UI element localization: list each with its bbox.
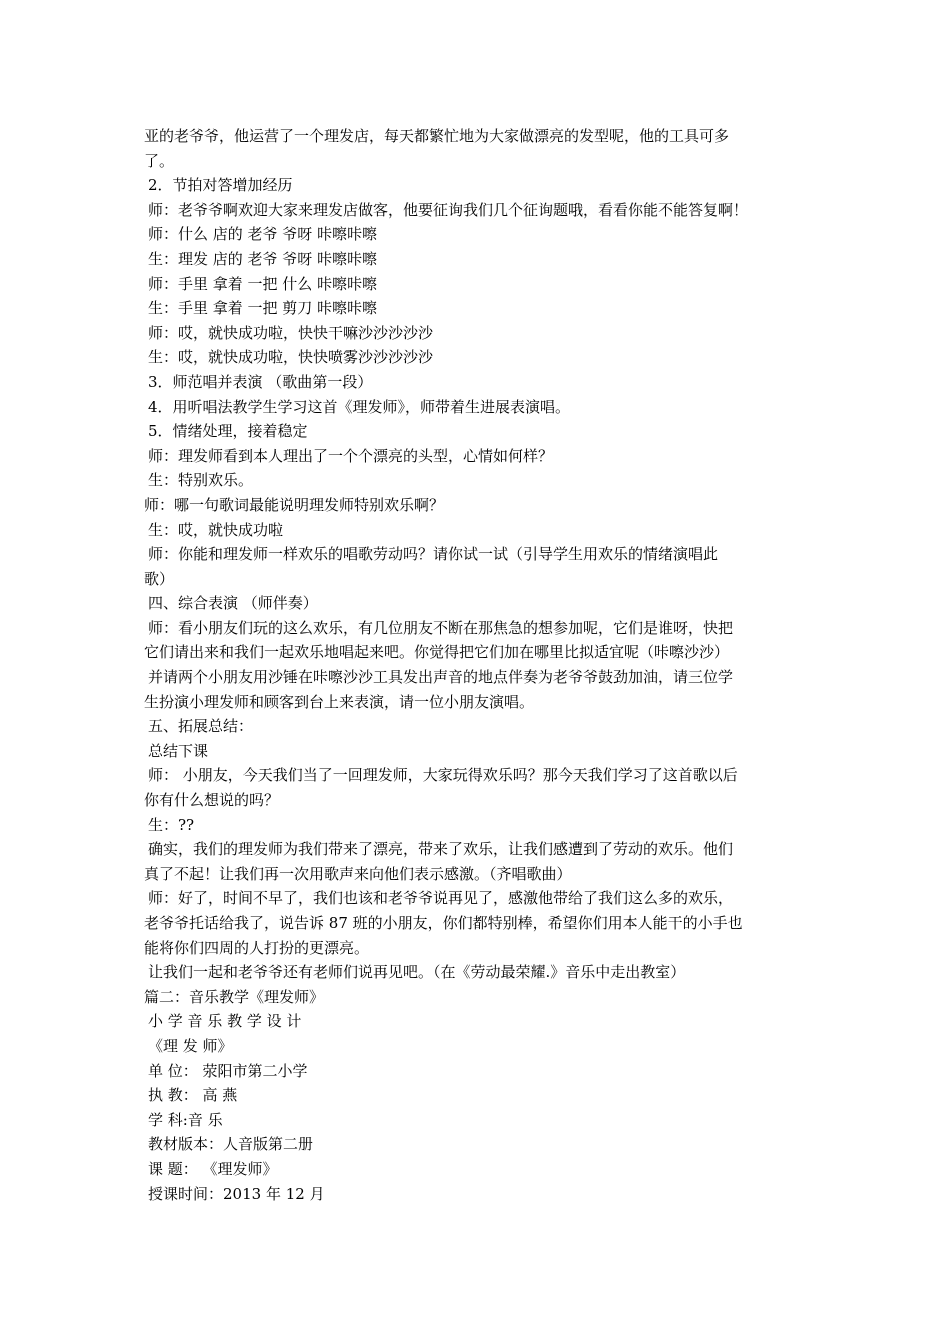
info-topic: 课 题： 《理发师》	[148, 1159, 278, 1178]
dialogue-line: 师：手里 拿着 一把 什么 咔嚓咔嚓	[148, 274, 378, 293]
text-line: 老爷爷托话给我了，说告诉 87 班的小朋友，你们都特别棒，希望你们用本人能干的小手也	[144, 914, 743, 932]
text-line: 了。	[144, 151, 175, 170]
text-line: 让我们一起和老爷爷还有老师们说再见吧。（在《劳动最荣耀.》音乐中走出教室）	[148, 963, 686, 982]
text-line: 它们请出来和我们一起欢乐地唱起来吧。你觉得把它们加在哪里比拟适宜呢（咔嚓沙沙）	[144, 643, 730, 662]
text-line: 总结下课	[148, 741, 209, 760]
lesson-title: 《理 发 师》	[148, 1036, 233, 1055]
text-line: 师：老爷爷啊欢迎大家来理发店做客，他要征询我们几个征询题哦，看看你能不能答复啊！	[148, 200, 749, 219]
design-title: 小 学 音 乐 教 学 设 计	[148, 1012, 302, 1031]
info-textbook: 教材版本：人音版第二册	[148, 1135, 314, 1154]
dialogue-line: 师：好了，时间不早了，我们也该和老爷爷说再见了，感激他带给了我们这么多的欢乐，	[148, 889, 734, 908]
info-teacher: 执 教： 高 燕	[148, 1086, 238, 1105]
text-line: 能将你们四周的人打扮的更漂亮。	[144, 938, 370, 957]
text-line: 师：看小朋友们玩的这么欢乐，有几位朋友不断在那焦急的想参加呢，它们是谁呀，快把	[148, 618, 734, 637]
dialogue-line: 生：??	[148, 815, 195, 834]
section-heading: 四、综合表演 （师伴奏）	[148, 594, 318, 613]
dialogue-line: 师：哎，就快成功啦，快快干嘛沙沙沙沙沙	[148, 323, 434, 342]
part-title: 篇二：音乐教学《理发师》	[144, 987, 325, 1006]
dialogue-line: 师：理发师看到本人理出了一个个漂亮的头型，心情如何样？	[148, 446, 554, 465]
dialogue-line: 师：哪一句歌词最能说明理发师特别欢乐啊？	[144, 495, 445, 514]
text-line: 你有什么想说的吗？	[144, 791, 280, 810]
dialogue-line: 师：什么 店的 老爷 爷呀 咔嚓咔嚓	[148, 225, 378, 244]
text-line: 确实，我们的理发师为我们带来了漂亮，带来了欢乐，让我们感遭到了劳动的欢乐。他们	[148, 840, 734, 859]
dialogue-line: 生：理发 店的 老爷 爷呀 咔嚓咔嚓	[148, 249, 378, 268]
text-line: 歌）	[144, 569, 175, 588]
info-unit: 单 位： 荥阳市第二小学	[148, 1061, 308, 1080]
document-page	[144, 124, 816, 1206]
dialogue-line: 师： 小朋友，今天我们当了一回理发师，大家玩得欢乐吗？那今天我们学习了这首歌以后	[148, 766, 738, 785]
text-line: 并请两个小朋友用沙锤在咔嚓沙沙工具发出声音的地点伴奏为老爷爷鼓劲加油，请三位学	[148, 668, 734, 687]
section-heading: 2．节拍对答增加经历	[148, 176, 293, 195]
info-date: 授课时间：2013 年 12 月	[148, 1184, 325, 1203]
dialogue-line: 师：你能和理发师一样欢乐的唱歌劳动吗？请你试一试（引导学生用欢乐的情绪演唱此	[148, 545, 719, 564]
section-heading: 3．师范唱并表演 （歌曲第一段）	[148, 372, 373, 391]
text-line: 生扮演小理发师和顾客到台上来表演，请一位小朋友演唱。	[144, 692, 535, 711]
text-line: 亚的老爷爷，他运营了一个理发店，每天都繁忙地为大家做漂亮的发型呢，他的工具可多	[144, 127, 730, 145]
section-heading: 5．情绪处理，接着稳定	[148, 422, 308, 441]
section-heading: 4．用听唱法教学生学习这首《理发师》，师带着生进展表演唱。	[148, 397, 571, 416]
dialogue-line: 生：哎，就快成功啦，快快喷雾沙沙沙沙沙	[148, 348, 434, 367]
text-line: 真了不起！让我们再一次用歌声来向他们表示感激。（齐唱歌曲）	[144, 864, 572, 883]
dialogue-line: 生：特别欢乐。	[148, 471, 254, 490]
dialogue-line: 生：手里 拿着 一把 剪刀 咔嚓咔嚓	[148, 299, 378, 318]
section-heading: 五、拓展总结：	[148, 717, 254, 736]
dialogue-line: 生：哎，就快成功啦	[148, 520, 284, 539]
info-subject: 学 科:音 乐	[148, 1110, 223, 1129]
